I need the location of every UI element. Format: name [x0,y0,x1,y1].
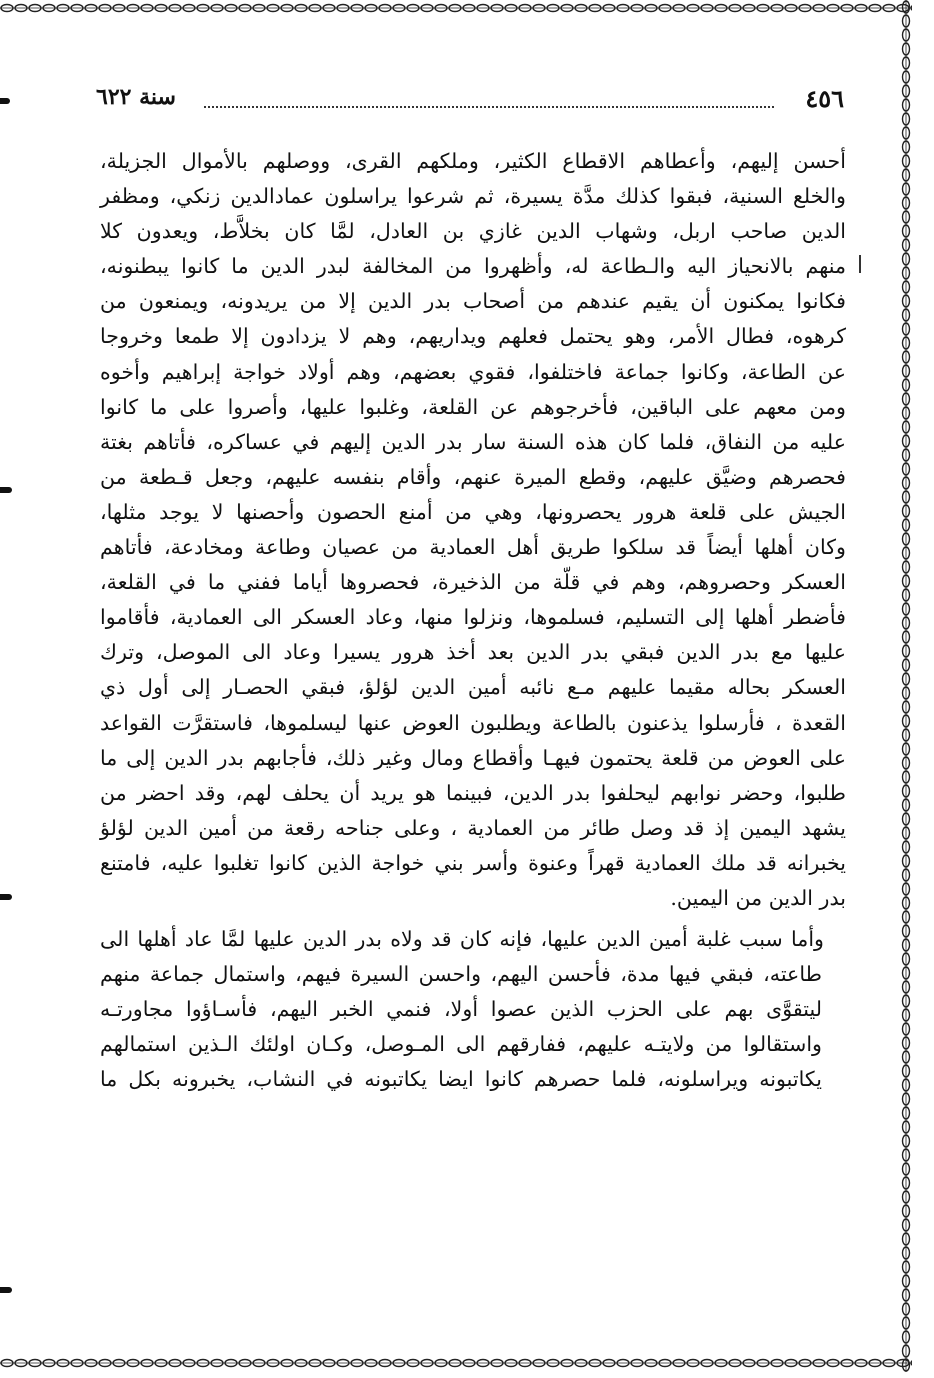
header-leader-dots [204,106,774,108]
running-title: سنة ٦٢٢ [96,84,176,110]
margin-tick [859,255,861,273]
margin-mark [0,98,10,104]
paragraph-2 [100,922,846,1097]
text-line: طلبوا، وحضر نوابهم ليحلفوا بدر الدين، فبينما هو يريد أن يحلف لهم، وقد احضر من [100,780,846,805]
page-number: ٤٥٦ [805,84,844,113]
text-line: على العوض من قلعة يحتمون فيهـا وأقطاع ومال وغير ذلك، فأجابهم بدر الدين إلى ما [100,745,846,770]
text-line: عليه من النفاق، فلما كان هذه السنة سار بدر الدين إليهم في عساكره، فأتاهم بغتة [100,429,846,454]
text-line: بدر الدين من اليمين. [670,885,846,910]
text-line: واستقالوا من ولايتـه عليهم، ففارقهم الى المـوصل، وكـان اولئك الـذين استمالهم [100,1032,822,1057]
margin-mark [0,894,12,900]
text-line: يكاتبونه ويراسلونه، فلما حصرهم كانوا ايضا يكاتبونه في النشاب، يخبرونه بكل ما [100,1067,822,1092]
text-line: كرهوه، فطال الأمر، وهو يحتمل فعلهم ويداريهم، وهم لا يزدادون إلا طمعا وخروجا [100,324,846,349]
text-line: عليها مع بدر الدين فبقي بدر الدين بعد أخذ هرور يسيرا وعاد الى الموصل، وترك [100,640,846,665]
text-line: وكان أهلها أيضاً قد سلكوا طريق أهل العمادية من عصيان وطاعة ومخادعة، فأتاهم [100,535,846,560]
body-text [100,144,846,1098]
text-line: ليتقوَّى بهم على الحزب الذين عصوا أولا، فنمي الخبر اليهم، فأسـاؤوا مجاورتـه [100,997,822,1022]
decorative-border-top [0,0,912,16]
decorative-border-right [898,0,914,1372]
decorative-border-bottom [0,1355,912,1371]
text-line: ومن معهم على الباقين، فأخرجوهم عن القلعة، وغلبوا عليها، وأصروا على ما كانوا [100,394,846,419]
text-line: يشهد اليمين إذ قد وصل طائر من العمادية ، وعلى جناحه رقعة من أمين الدين لؤلؤ [100,815,846,840]
text-line: فكانوا يمكنون أن يقيم عندهم من أصحاب بدر الدين إلا من يريدونه، ويمنعون من [100,289,846,314]
text-line: منهم بالانحياز اليه والـطاعة له، وأظهروا من المخالفة لبدر الدين ما كانوا يبطنونه، [100,254,846,279]
text-line: يخبرانه قد ملك العمادية قهراً وعنوة وأسر بني خواجة الذين كانوا تغلبوا عليه، فامتنع [100,850,846,875]
text-line: العسكر وحصروهم، وهم في قلّة من الذخيرة، فحصروها أياما ففني ما في القلعة، [100,570,846,595]
text-line: والخلع السنية، فبقوا كذلك مدَّة يسيرة، ثم شرعوا يراسلون عمادالدين زنكي، ومظفر [100,184,846,209]
text-line: الجيش على قلعة هرور يحصرونها، وهي من أمنع الحصون وأحصنها لا يوجد مثلها، [100,499,846,524]
text-line: فأضطر أهلها إلى التسليم، فسلموها، ونزلوا منها، وعاد العسكر الى العمادية، فأقاموا [100,605,846,630]
text-line: القعدة ، فأرسلوا يذعنون بالطاعة ويطلبون العوض عنها ليسلموها، فاستقرَّت القواعد [100,710,846,735]
text-line: عن الطاعة، وكانوا جماعة فاختلفوا، فقوي بعضهم، وهم أولاد خواجة إبراهيم وأخوه [100,359,846,384]
text-line: العسكر بحاله مقيما عليهم مـع نائبه أمين الدين لؤلؤ، فبقي الحصـار إلى أول ذي [100,675,846,700]
margin-mark [0,487,12,493]
text-line: فحصرهم وضيَّق عليهم، وقطع الميرة عنهم، وأقام بنفسه عليهم، وجعل قـطعة من [100,464,846,489]
text-line: الدين صاحب اربل، وشهاب الدين غازي بن العادل، لمَّا كان بخلاَّط، ويعدون كلا [100,219,846,244]
paragraph-1 [100,144,846,916]
text-line: أحسن إليهم، وأعطاهم الاقطاع الكثير، وملكهم القرى، ووصلهم بالأموال الجزيلة، [100,149,846,173]
text-line: وأما سبب غلبة أمين الدين عليها، فإنه كان قد ولاه بدر الدين عليها لمَّا عاد أهلها الى [100,927,824,952]
text-line: طاعته، فبقي فيها مدة، فأحسن اليهم، واحسن السيرة فيهم، واستمال جماعة منهم [100,962,822,987]
margin-mark [0,1287,12,1293]
page-header [96,84,844,118]
